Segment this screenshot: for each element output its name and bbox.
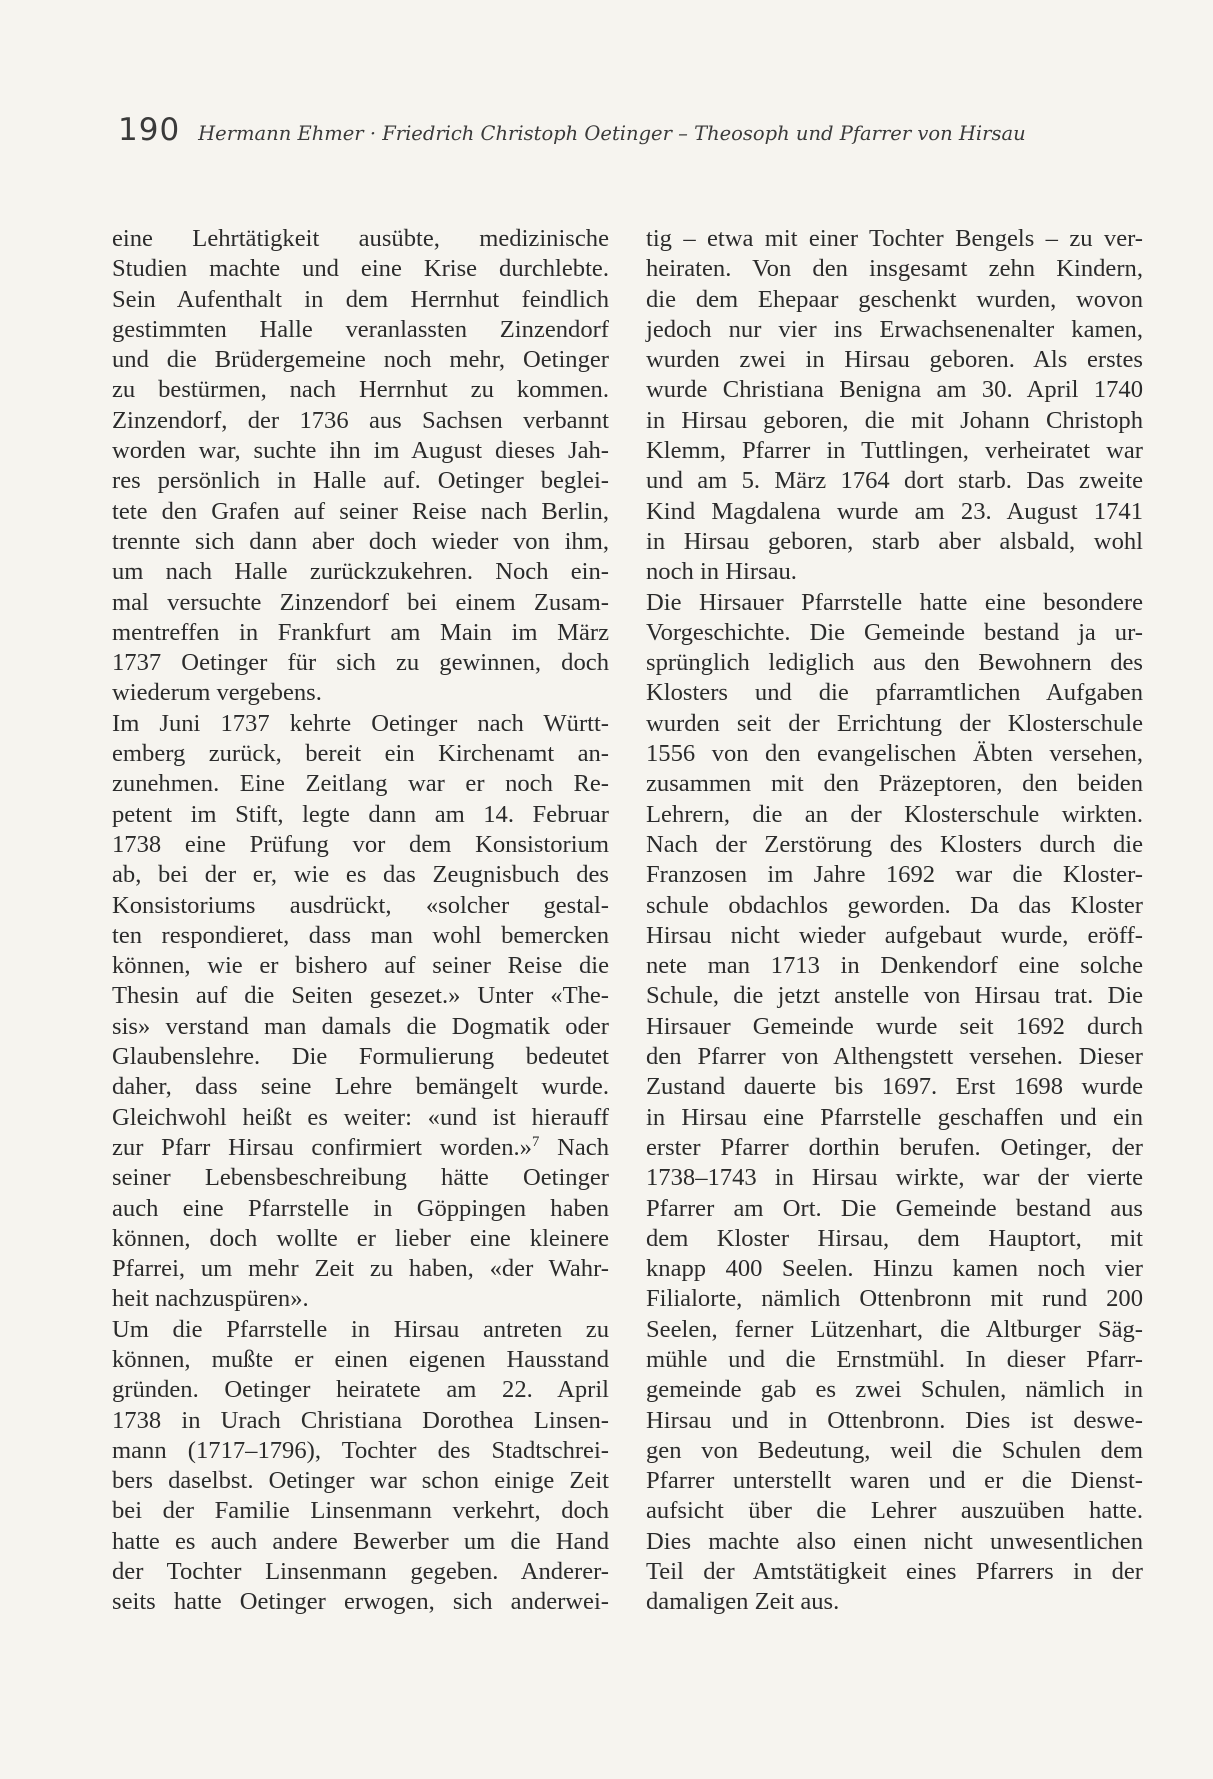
text-line	[646, 1103, 1143, 1133]
text-line-content: daher, dass seine Lehre bemängelt wurde.	[112, 1073, 609, 1101]
text-line-content: wurden seit der Errichtung der Klosterschule	[646, 709, 1143, 737]
text-line-content: Klemm, Pfarrer in Tuttlingen, verheiratet war	[646, 437, 1143, 465]
text-line	[646, 1466, 1143, 1496]
text-line	[646, 1284, 1143, 1314]
text-line-content: können, doch wollte er lieber eine kleinere	[112, 1224, 609, 1252]
text-line-content: in Hirsau eine Pfarrstelle geschaffen und ein	[646, 1103, 1143, 1131]
text-line-content: und die Brüdergemeine noch mehr, Oetinger	[112, 346, 609, 374]
text-line	[112, 1436, 609, 1466]
footnote-marker: 7	[531, 1133, 540, 1150]
text-line-content: Thesin auf die Seiten gesezet.» Unter «The-	[112, 982, 609, 1010]
text-line	[112, 800, 609, 830]
text-line-content: mentreffen in Frankfurt am Main im März	[112, 618, 609, 646]
text-line-content: dem Kloster Hirsau, dem Hauptort, mit	[646, 1224, 1143, 1252]
text-line-content: Pfarrer am Ort. Die Gemeinde bestand aus	[646, 1194, 1143, 1222]
text-line-content: Die Hirsauer Pfarrstelle hatte eine besondere	[646, 588, 1143, 616]
text-line	[646, 1345, 1143, 1375]
text-line-content: Lehrern, die an der Klosterschule wirkten.	[646, 800, 1143, 828]
page-number: 190	[118, 112, 181, 148]
text-line-content: können, wie er bishero auf seiner Reise die	[112, 952, 609, 980]
text-line-content: um nach Halle zurückzukehren. Noch ein-	[112, 558, 609, 586]
text-line	[646, 436, 1143, 466]
text-line	[646, 285, 1143, 315]
text-line-content: Zustand dauerte bis 1697. Erst 1698 wurde	[646, 1073, 1143, 1101]
text-line	[112, 1375, 609, 1405]
text-line	[112, 709, 609, 739]
text-line	[646, 224, 1143, 254]
running-header	[118, 112, 1078, 148]
text-line-content: 1738 eine Prüfung vor dem Konsistorium	[112, 830, 609, 858]
text-line-content: 1738–1743 in Hirsau wirkte, war der vierte	[646, 1164, 1143, 1192]
text-line	[112, 557, 609, 587]
text-line	[112, 981, 609, 1011]
text-line-content: Vorgeschichte. Die Gemeinde bestand ja ur-	[646, 618, 1143, 646]
text-line-content: ten respondieret, dass man wohl bemercken	[112, 921, 609, 949]
text-line-content: gemeinde gab es zwei Schulen, nämlich in	[646, 1376, 1143, 1404]
text-line-content: nete man 1713 in Denkendorf eine solche	[646, 952, 1143, 980]
text-line	[646, 830, 1143, 860]
text-line	[646, 618, 1143, 648]
text-line	[646, 1163, 1143, 1193]
text-line	[112, 678, 609, 708]
text-line	[646, 1496, 1143, 1526]
text-line	[112, 1527, 609, 1557]
text-line-content: heiraten. Von den insgesamt zehn Kindern,	[646, 255, 1143, 283]
text-line-content: mühle und die Ernstmühl. In dieser Pfarr-	[646, 1345, 1143, 1373]
text-line-content: Um die Pfarrstelle in Hirsau antreten zu	[112, 1315, 609, 1343]
text-line-content: trennte sich dann aber doch wieder von ihm,	[112, 527, 609, 555]
text-line-content: zu bestürmen, nach Herrnhut zu kommen.	[112, 376, 609, 404]
text-line	[646, 921, 1143, 951]
text-line-content: gründen. Oetinger heiratete am 22. April	[112, 1376, 609, 1404]
text-line	[112, 1072, 609, 1102]
text-line	[112, 406, 609, 436]
text-line	[646, 951, 1143, 981]
text-line-content: hatte es auch andere Bewerber um die Hand	[112, 1527, 609, 1555]
text-line	[112, 527, 609, 557]
text-line	[646, 891, 1143, 921]
running-head-title: Hermann Ehmer · Friedrich Christoph Oetinger – Theosoph und Pfarrer von Hirsau	[198, 122, 1026, 145]
text-line-content: Hirsau nicht wieder aufgebaut wurde, eröff-	[646, 921, 1143, 949]
text-line-content: Hirsau und in Ottenbronn. Dies ist deswe-	[646, 1406, 1143, 1434]
text-line-content: schule obdachlos geworden. Da das Kloster	[646, 891, 1143, 919]
text-line-content: 1556 von den evangelischen Äbten versehen,	[646, 740, 1143, 768]
text-line-content: Nach der Zerstörung des Klosters durch die	[646, 830, 1143, 858]
text-line-content: Gleichwohl heißt es weiter: «und ist hierauff	[112, 1103, 609, 1131]
text-line	[112, 285, 609, 315]
text-line	[646, 1587, 1143, 1617]
text-line	[646, 1375, 1143, 1405]
text-line-content: 1737 Oetinger für sich zu gewinnen, doch	[112, 649, 609, 677]
text-line	[646, 557, 1143, 587]
text-line-content: die dem Ehepaar geschenkt wurden, wovon	[646, 285, 1143, 313]
text-line-content: gen von Bedeutung, weil die Schulen dem	[646, 1436, 1143, 1464]
text-line	[646, 1012, 1143, 1042]
text-line	[112, 1496, 609, 1526]
text-line	[112, 1194, 609, 1224]
text-line	[646, 648, 1143, 678]
text-line	[646, 769, 1143, 799]
text-line	[112, 1012, 609, 1042]
text-line	[646, 1133, 1143, 1163]
text-line-content: bers daselbst. Oetinger war schon einige Zeit	[112, 1467, 609, 1495]
text-line	[112, 1103, 609, 1133]
text-line-content: seits hatte Oetinger erwogen, sich anderwei-	[112, 1588, 609, 1616]
text-line-content: seiner Lebensbeschreibung hätte Oetinger	[112, 1164, 609, 1192]
text-line	[112, 739, 609, 769]
text-line-content: noch in Hirsau.	[646, 558, 797, 586]
text-line-content: knapp 400 Seelen. Hinzu kamen noch vier	[646, 1255, 1143, 1283]
text-line-content: res persönlich in Halle auf. Oetinger beglei-	[112, 467, 609, 495]
text-line	[646, 315, 1143, 345]
right-text-column	[646, 224, 1143, 1618]
text-line	[112, 1163, 609, 1193]
text-line-content: jedoch nur vier ins Erwachsenenalter kamen,	[646, 315, 1143, 343]
text-line-content: Hirsauer Gemeinde wurde seit 1692 durch	[646, 1012, 1143, 1040]
text-line	[112, 1315, 609, 1345]
text-line	[646, 678, 1143, 708]
text-line-content: Seelen, ferner Lützenhart, die Altburger Säg-	[646, 1315, 1143, 1343]
text-line	[112, 588, 609, 618]
text-line	[112, 1042, 609, 1072]
text-line	[112, 1133, 609, 1163]
text-line-content: Studien machte und eine Krise durchlebte.	[112, 255, 609, 283]
text-line	[646, 1254, 1143, 1284]
text-line	[112, 315, 609, 345]
text-line	[646, 709, 1143, 739]
text-line	[646, 254, 1143, 284]
text-line	[112, 1224, 609, 1254]
text-line	[646, 800, 1143, 830]
text-line	[646, 1194, 1143, 1224]
text-line	[646, 466, 1143, 496]
text-line	[112, 497, 609, 527]
text-line	[112, 345, 609, 375]
text-line	[646, 981, 1143, 1011]
text-line	[646, 739, 1143, 769]
text-line-content: mal versuchte Zinzendorf bei einem Zusam-	[112, 588, 609, 616]
text-line-content: zur Pfarr Hirsau confirmiert worden.»	[112, 1133, 532, 1161]
text-line-content: mann (1717–1796), Tochter des Stadtschrei-	[112, 1436, 609, 1464]
text-line	[112, 830, 609, 860]
text-line-content: ab, bei der er, wie es das Zeugnisbuch des	[112, 861, 609, 889]
text-line-content: Pfarrer unterstellt waren und er die Dienst-	[646, 1467, 1143, 1495]
text-line	[112, 769, 609, 799]
text-line-content: emberg zurück, bereit ein Kirchenamt an-	[112, 740, 609, 768]
text-line	[646, 1436, 1143, 1466]
text-line-content: Pfarrei, um mehr Zeit zu haben, «der Wahr-	[112, 1255, 609, 1283]
text-line	[646, 860, 1143, 890]
text-line-content: und am 5. März 1764 dort starb. Das zweite	[646, 467, 1143, 495]
text-line-content: in Hirsau geboren, die mit Johann Christoph	[646, 406, 1143, 434]
text-line-content: erster Pfarrer dorthin berufen. Oetinger, der	[646, 1133, 1143, 1161]
text-line	[112, 254, 609, 284]
text-line-content: bei der Familie Linsenmann verkehrt, doch	[112, 1497, 609, 1525]
text-line-content: wurden zwei in Hirsau geboren. Als erstes	[646, 346, 1143, 374]
text-line-content: tete den Grafen auf seiner Reise nach Berlin,	[112, 497, 609, 525]
text-line	[112, 1557, 609, 1587]
text-line	[646, 1042, 1143, 1072]
text-line-continuation: Nach	[539, 1133, 609, 1161]
text-line	[112, 1254, 609, 1284]
text-line	[112, 921, 609, 951]
text-line-content: gestimmten Halle veranlassten Zinzendorf	[112, 315, 609, 343]
text-line	[646, 406, 1143, 436]
text-line-content: Kind Magdalena wurde am 23. August 1741	[646, 497, 1143, 525]
text-line	[112, 1587, 609, 1617]
text-line	[646, 1315, 1143, 1345]
text-line-content: sprünglich lediglich aus den Bewohnern des	[646, 649, 1143, 677]
text-line-content: zusammen mit den Präzeptoren, den beiden	[646, 770, 1143, 798]
text-line	[646, 1527, 1143, 1557]
text-line-content: Filialorte, nämlich Ottenbronn mit rund 200	[646, 1285, 1143, 1313]
text-line-content: Konsistoriums ausdrückt, «solcher gestal-	[112, 891, 609, 919]
text-line	[112, 1466, 609, 1496]
text-line	[112, 1345, 609, 1375]
text-line-content: petent im Stift, legte dann am 14. Februar	[112, 800, 609, 828]
text-line	[112, 1406, 609, 1436]
text-line-content: Zinzendorf, der 1736 aus Sachsen verbannt	[112, 406, 609, 434]
text-line-content: 1738 in Urach Christiana Dorothea Linsen-	[112, 1406, 609, 1434]
text-line	[112, 466, 609, 496]
text-line-content: aufsicht über die Lehrer auszuüben hatte.	[646, 1497, 1143, 1525]
text-line	[646, 375, 1143, 405]
text-line	[646, 1406, 1143, 1436]
text-line	[112, 860, 609, 890]
text-line-content: Schule, die jetzt anstelle von Hirsau trat. Die	[646, 982, 1143, 1010]
left-text-column	[112, 224, 609, 1618]
text-line-content: Franzosen im Jahre 1692 war die Kloster-	[646, 861, 1143, 889]
text-line-content: können, mußte er einen eigenen Hausstand	[112, 1345, 609, 1373]
text-line	[112, 224, 609, 254]
text-line-content: sis» verstand man damals die Dogmatik oder	[112, 1012, 609, 1040]
text-line-content: den Pfarrer von Althengstett versehen. Dieser	[646, 1043, 1143, 1071]
text-line-content: zunehmen. Eine Zeitlang war er noch Re-	[112, 770, 609, 798]
text-line-content: wiederum vergebens.	[112, 679, 322, 707]
text-line	[646, 1072, 1143, 1102]
text-line-content: Teil der Amtstätigkeit eines Pfarrers in der	[646, 1558, 1143, 1586]
text-line	[112, 891, 609, 921]
text-line	[112, 951, 609, 981]
text-line	[112, 648, 609, 678]
text-line-content: Dies machte also einen nicht unwesentlichen	[646, 1527, 1143, 1555]
text-line	[112, 436, 609, 466]
text-line-content: eine Lehrtätigkeit ausübte, medizinische	[112, 225, 609, 252]
text-line-content: auch eine Pfarrstelle in Göppingen haben	[112, 1194, 609, 1222]
text-line-content: Im Juni 1737 kehrte Oetinger nach Württ-	[112, 709, 609, 737]
text-line	[646, 588, 1143, 618]
text-line	[112, 1284, 609, 1314]
text-line	[646, 527, 1143, 557]
text-line-content: worden war, suchte ihn im August dieses Jah-	[112, 437, 609, 465]
text-line	[646, 1224, 1143, 1254]
text-line-content: der Tochter Linsenmann gegeben. Anderer-	[112, 1558, 609, 1586]
text-line-content: Sein Aufenthalt in dem Herrnhut feindlich	[112, 285, 609, 313]
text-line-content: tig – etwa mit einer Tochter Bengels – zu ver-	[646, 225, 1143, 252]
text-line-content: wurde Christiana Benigna am 30. April 1740	[646, 376, 1143, 404]
text-line-content: damaligen Zeit aus.	[646, 1588, 840, 1616]
text-line	[646, 1557, 1143, 1587]
text-line	[646, 345, 1143, 375]
text-line	[112, 618, 609, 648]
text-line-content: Klosters und die pfarramtlichen Aufgaben	[646, 679, 1143, 707]
text-line-content: in Hirsau geboren, starb aber alsbald, wohl	[646, 527, 1143, 555]
text-line	[646, 497, 1143, 527]
text-line-content: heit nachzuspüren».	[112, 1285, 309, 1313]
text-line	[112, 375, 609, 405]
text-line-content: Glaubenslehre. Die Formulierung bedeutet	[112, 1043, 609, 1071]
